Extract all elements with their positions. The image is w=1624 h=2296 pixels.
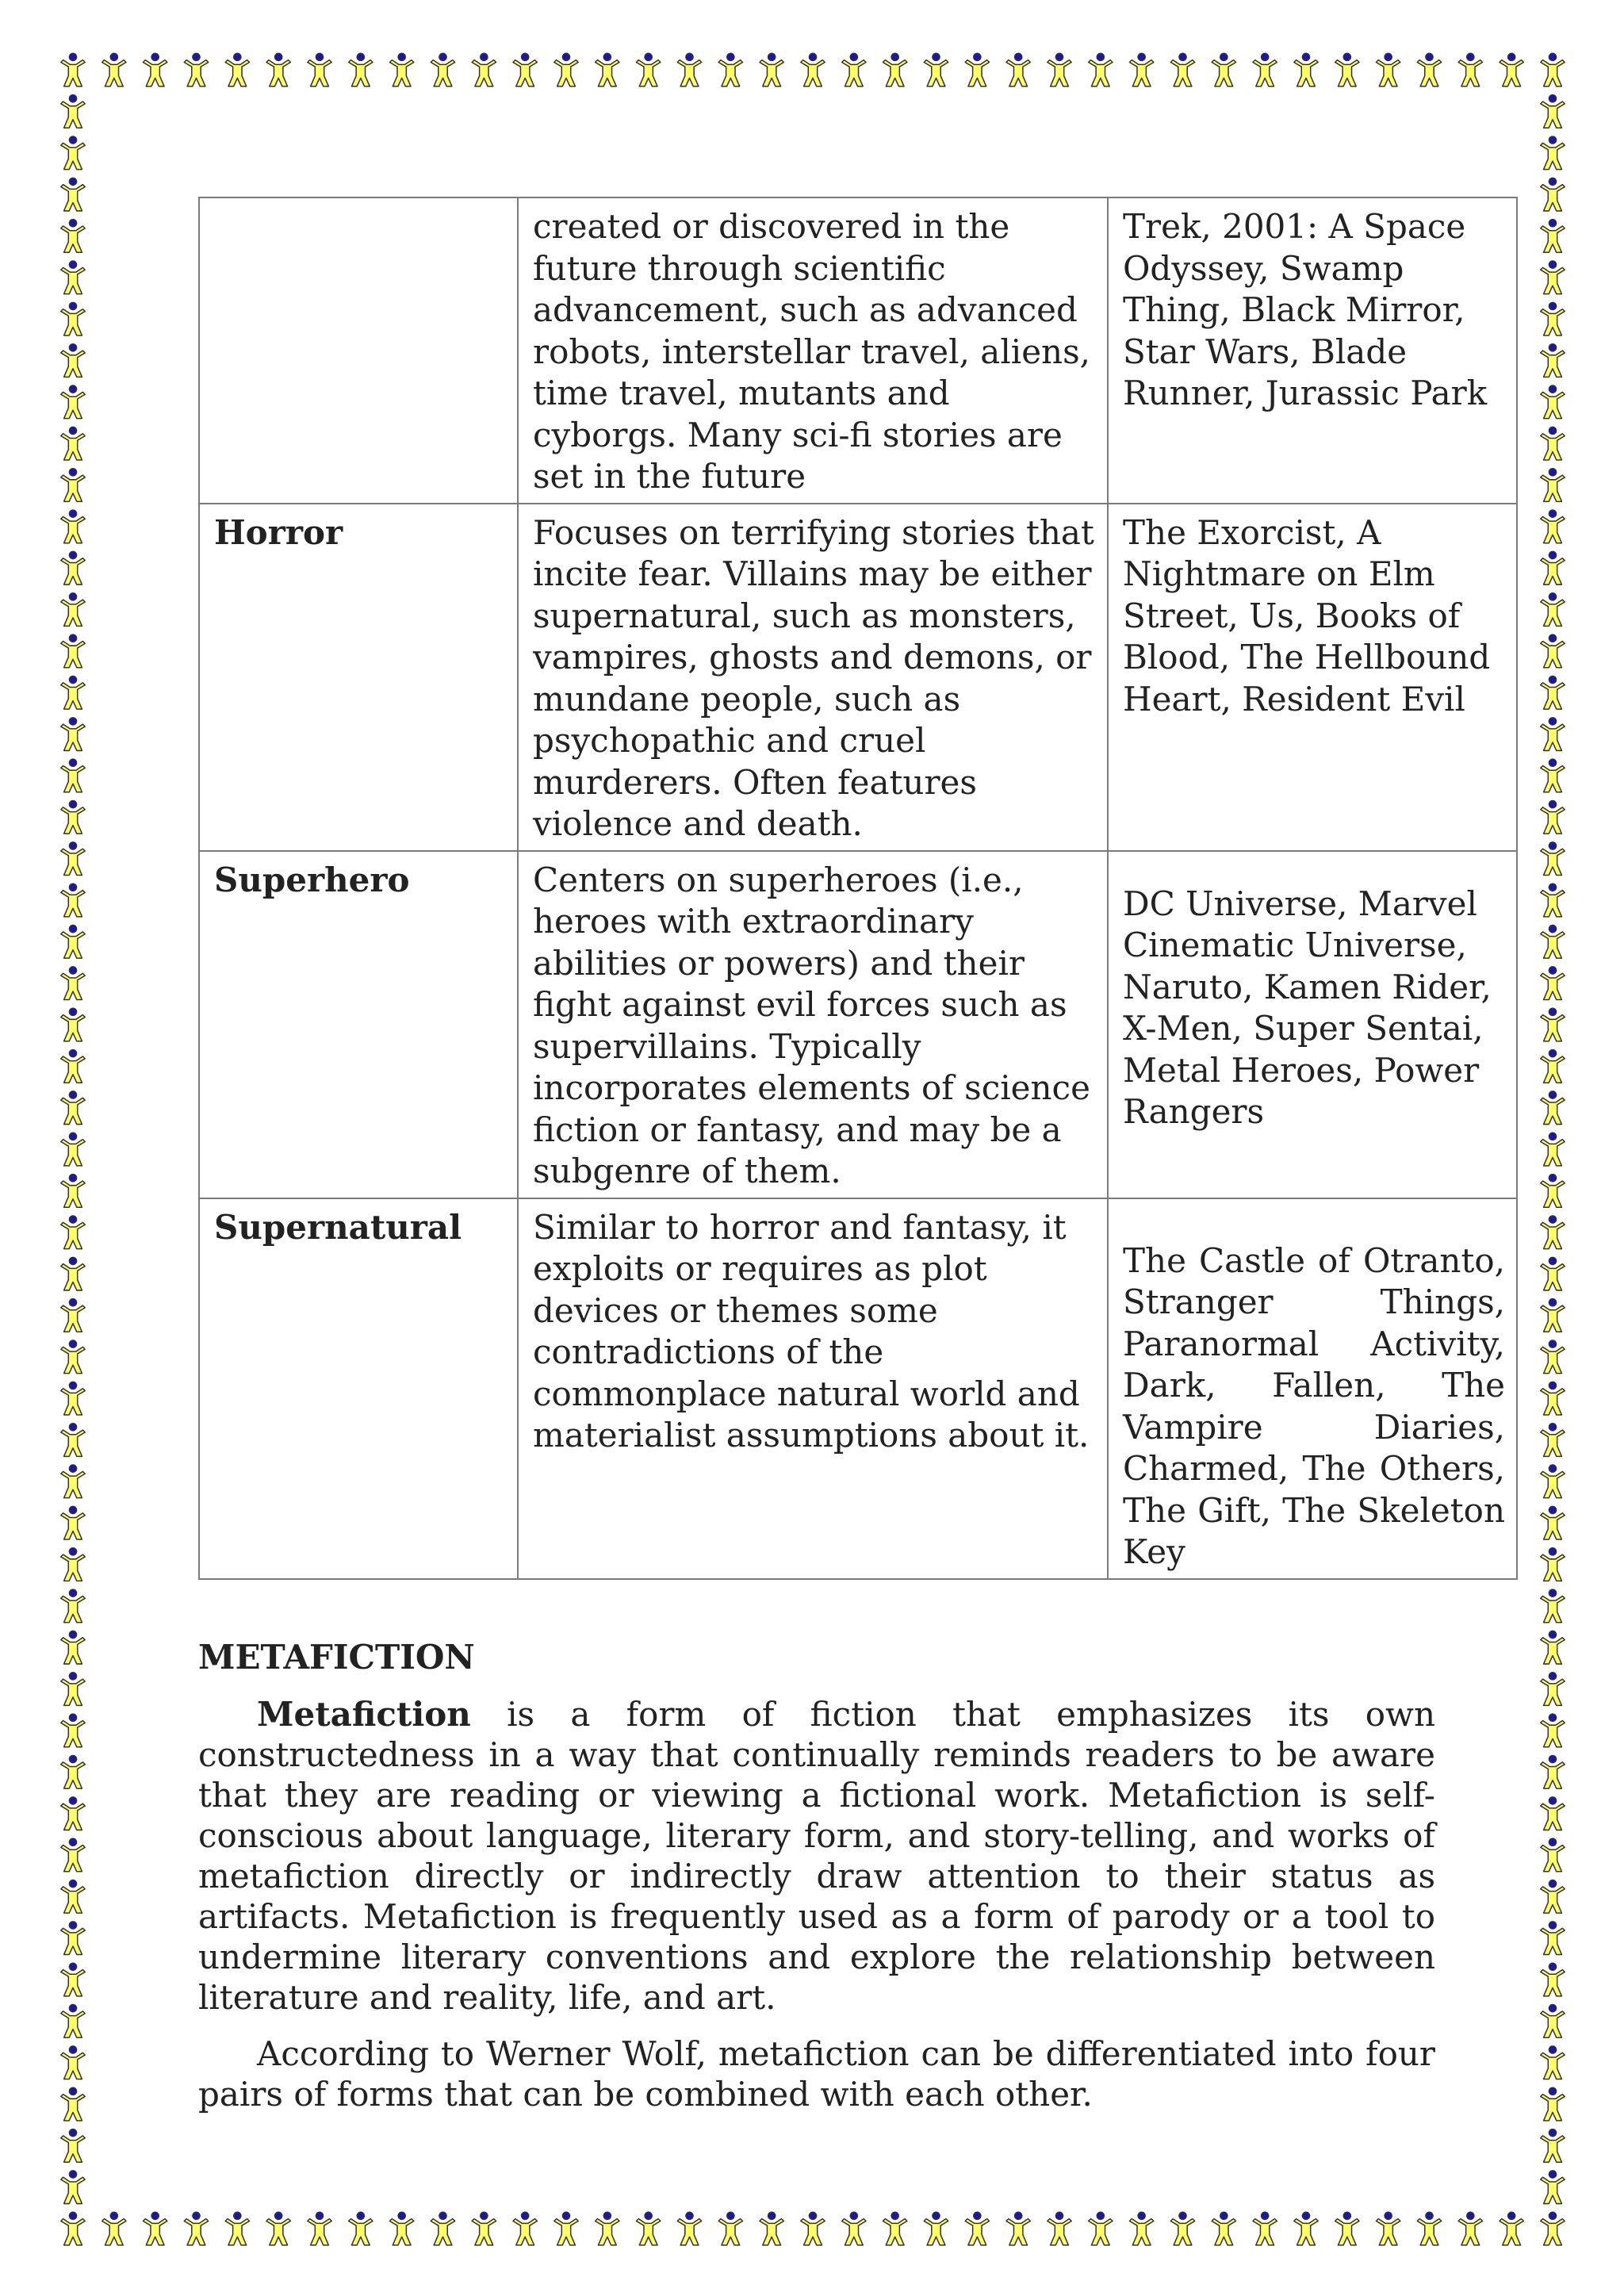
person-figure-icon (1541, 1049, 1565, 1083)
person-figure-icon (143, 53, 167, 86)
person-figure-icon (61, 884, 85, 917)
description-cell: Focuses on terrifying stories that incite fear. Villains may be either supernatural, such as monsters, vampires, ghosts and demons, or mundane people, such as psychopathic and cruel murderers. Often features violence and death. (518, 504, 1108, 851)
person-figure-icon (1541, 634, 1565, 668)
person-figure-icon (596, 2212, 619, 2245)
person-figure-icon (225, 53, 249, 86)
person-figure-icon (225, 2212, 249, 2245)
person-figure-icon (513, 53, 537, 86)
person-figure-icon (1541, 1548, 1565, 1581)
genre-cell (199, 197, 518, 504)
person-figure-icon (102, 2212, 126, 2245)
person-figure-icon (842, 53, 866, 86)
person-figure-icon (1541, 1174, 1565, 1207)
person-figure-icon (1541, 2129, 1565, 2162)
person-figure-icon (61, 1963, 85, 1996)
person-figure-icon (61, 302, 85, 335)
person-figure-icon (61, 2171, 85, 2204)
person-figure-icon (1541, 1631, 1565, 1664)
person-figure-icon (61, 385, 85, 419)
person-figure-icon (1541, 676, 1565, 709)
person-figure-icon (554, 2212, 578, 2245)
person-figure-icon (61, 967, 85, 1000)
person-figure-icon (1129, 2212, 1153, 2245)
person-figure-icon (308, 53, 331, 86)
person-figure-icon (61, 676, 85, 709)
person-figure-icon (677, 53, 701, 86)
person-figure-icon (1541, 593, 1565, 627)
person-figure-icon (61, 178, 85, 211)
genre-cell: Superhero (199, 851, 518, 1198)
person-figure-icon (61, 1008, 85, 1041)
person-figure-icon (1541, 178, 1565, 211)
person-figure-icon (924, 2212, 948, 2245)
person-figure-icon (61, 1257, 85, 1290)
person-figure-icon (1048, 53, 1071, 86)
person-figure-icon (61, 593, 85, 627)
genre-table (198, 197, 1518, 1580)
person-figure-icon (61, 800, 85, 834)
person-figure-icon (718, 2212, 742, 2245)
person-figure-icon (1417, 53, 1441, 86)
person-figure-icon (61, 1424, 85, 1457)
person-figure-icon (1541, 1963, 1565, 1996)
person-figure-icon (1006, 2212, 1030, 2245)
person-figure-icon (61, 1631, 85, 1664)
person-figure-icon (61, 469, 85, 502)
person-figure-icon (1541, 219, 1565, 252)
person-figure-icon (1541, 1298, 1565, 1332)
person-figure-icon (61, 1465, 85, 1498)
description-cell: Similar to horror and fantasy, it exploits or requires as plot devices or themes some contradictions of the commonplace natural world and materialist assumptions about it. (518, 1198, 1108, 1579)
person-figure-icon (554, 53, 578, 86)
person-figure-icon (1541, 136, 1565, 170)
person-figure-icon (61, 219, 85, 252)
person-figure-icon (1541, 1382, 1565, 1415)
person-figure-icon (61, 510, 85, 543)
person-figure-icon (431, 53, 454, 86)
person-figure-icon (513, 2212, 537, 2245)
paragraph: According to Werner Wolf, metafiction can be differentiated into four pairs of forms that can be combined with each other. (198, 2033, 1435, 2114)
person-figure-icon (61, 718, 85, 751)
person-figure-icon (61, 1755, 85, 1788)
person-figure-icon (266, 53, 290, 86)
person-figure-icon (389, 53, 413, 86)
person-figure-icon (61, 759, 85, 792)
person-figure-icon (718, 53, 742, 86)
person-figure-icon (61, 1838, 85, 1872)
person-figure-icon (61, 1382, 85, 1415)
person-figure-icon (61, 1673, 85, 1706)
person-figure-icon (472, 2212, 496, 2245)
person-figure-icon (1541, 53, 1565, 86)
person-figure-icon (883, 53, 906, 86)
person-figure-icon (1417, 2212, 1441, 2245)
person-figure-icon (1541, 1838, 1565, 1872)
person-figure-icon (389, 2212, 413, 2245)
term-bold: Metafiction (257, 1694, 471, 1734)
person-figure-icon (1541, 800, 1565, 834)
person-figure-icon (1253, 2212, 1277, 2245)
person-figure-icon (61, 842, 85, 876)
person-figure-icon (1541, 967, 1565, 1000)
examples-cell: DC Universe, Marvel Cinematic Universe, Naruto, Kamen Rider, X-Men, Super Sentai, Metal Heroes, Power Rangers (1108, 851, 1517, 1198)
person-figure-icon (636, 53, 660, 86)
person-figure-icon (308, 2212, 331, 2245)
table-row (199, 504, 1517, 851)
person-figure-icon (61, 2004, 85, 2037)
person-figure-icon (61, 1298, 85, 1332)
person-figure-icon (143, 2212, 167, 2245)
person-figure-icon (61, 344, 85, 378)
person-figure-icon (1541, 1880, 1565, 1913)
paragraph-text: is a form of fiction that emphasizes its own constructedness in a way that continually reminds readers to be aware that they are reading or viewing a fictional work. Metafiction is self-conscious about language, literary form, and story-telling, and works of metafiction directly or indirectly draw attention to their status as artifacts. Metafiction is frequently used as a form of parody or a tool to undermine literary conventions and explore the relationship between literature and reality, life, and art. (198, 1694, 1435, 2017)
person-figure-icon (1541, 551, 1565, 585)
person-figure-icon (61, 427, 85, 460)
person-figure-icon (1335, 2212, 1359, 2245)
person-figure-icon (61, 1216, 85, 1249)
person-figure-icon (1541, 718, 1565, 751)
person-figure-icon (760, 2212, 783, 2245)
person-figure-icon (1500, 53, 1523, 86)
person-figure-icon (61, 1506, 85, 1539)
person-figure-icon (1541, 344, 1565, 378)
person-figure-icon (1541, 925, 1565, 958)
section-heading: METAFICTION (198, 1637, 475, 1677)
table-row (199, 197, 1517, 504)
person-figure-icon (1541, 1133, 1565, 1166)
person-figure-icon (472, 53, 496, 86)
person-figure-icon (1500, 2212, 1523, 2245)
person-figure-icon (1212, 2212, 1235, 2245)
person-figure-icon (61, 1714, 85, 1747)
person-figure-icon (596, 53, 619, 86)
person-figure-icon (61, 53, 85, 86)
person-figure-icon (842, 2212, 866, 2245)
person-figure-icon (1294, 2212, 1318, 2245)
person-figure-icon (965, 2212, 989, 2245)
genre-cell: Horror (199, 504, 518, 851)
person-figure-icon (1541, 1797, 1565, 1830)
person-figure-icon (1541, 2087, 1565, 2121)
person-figure-icon (1541, 1257, 1565, 1290)
person-figure-icon (61, 2087, 85, 2121)
person-figure-icon (61, 1133, 85, 1166)
person-figure-icon (1541, 1091, 1565, 1125)
person-figure-icon (1294, 53, 1318, 86)
person-figure-icon (61, 1880, 85, 1913)
person-figure-icon (61, 1548, 85, 1581)
person-figure-icon (1541, 510, 1565, 543)
person-figure-icon (184, 53, 208, 86)
description-cell: created or discovered in the future through scientific advancement, such as advanced robots, interstellar travel, aliens, time travel, mutants and cyborgs. Many sci-fi stories are set in the future (518, 197, 1108, 504)
person-figure-icon (1541, 1714, 1565, 1747)
person-figure-icon (431, 2212, 454, 2245)
person-figure-icon (1089, 2212, 1113, 2245)
person-figure-icon (1541, 2171, 1565, 2204)
person-figure-icon (1376, 53, 1400, 86)
person-figure-icon (61, 1091, 85, 1125)
person-figure-icon (1335, 53, 1359, 86)
person-figure-icon (61, 1340, 85, 1374)
examples-cell: The Exorcist, A Nightmare on Elm Street, Us, Books of Blood, The Hellbound Heart, Resident Evil (1108, 504, 1517, 851)
page-content (198, 197, 1505, 2130)
person-figure-icon (61, 261, 85, 294)
person-figure-icon (760, 53, 783, 86)
person-figure-icon (1006, 53, 1030, 86)
person-figure-icon (636, 2212, 660, 2245)
person-figure-icon (61, 925, 85, 958)
examples-cell: Trek, 2001: A Space Odyssey, Swamp Thing, Black Mirror, Star Wars, Blade Runner, Jurassic Park (1108, 197, 1517, 504)
person-figure-icon (61, 1922, 85, 1955)
person-figure-icon (61, 1049, 85, 1083)
person-figure-icon (1541, 842, 1565, 876)
person-figure-icon (1541, 759, 1565, 792)
person-figure-icon (1541, 884, 1565, 917)
person-figure-icon (965, 53, 989, 86)
person-figure-icon (1541, 427, 1565, 460)
person-figure-icon (349, 2212, 373, 2245)
person-figure-icon (1541, 1506, 1565, 1539)
person-figure-icon (883, 2212, 906, 2245)
person-figure-icon (1541, 1465, 1565, 1498)
person-figure-icon (1129, 53, 1153, 86)
person-figure-icon (1541, 2046, 1565, 2079)
person-figure-icon (61, 2046, 85, 2079)
table-row (199, 1198, 1517, 1579)
person-figure-icon (801, 2212, 825, 2245)
person-figure-icon (1458, 53, 1482, 86)
examples-cell: The Castle of Otranto, Stranger Things, Paranormal Activity, Dark, Fallen, The Vampire Diaries, Charmed, The Others, The Gift, The Skeleton Key (1108, 1198, 1517, 1579)
person-figure-icon (1089, 53, 1113, 86)
person-figure-icon (61, 2212, 85, 2245)
person-figure-icon (102, 53, 126, 86)
person-figure-icon (1541, 1755, 1565, 1788)
person-figure-icon (266, 2212, 290, 2245)
person-figure-icon (1170, 2212, 1194, 2245)
person-figure-icon (1541, 1216, 1565, 1249)
person-figure-icon (1541, 302, 1565, 335)
description-cell: Centers on superheroes (i.e., heroes with extraordinary abilities or powers) and their fight against evil forces such as supervillains. Typically incorporates elements of science fiction or fantasy, and may be a subgenre of them. (518, 851, 1108, 1198)
person-figure-icon (1253, 53, 1277, 86)
person-figure-icon (61, 1797, 85, 1830)
person-figure-icon (1376, 2212, 1400, 2245)
person-figure-icon (61, 551, 85, 585)
genre-cell: Supernatural (199, 1198, 518, 1579)
person-figure-icon (61, 2129, 85, 2162)
person-figure-icon (1541, 469, 1565, 502)
person-figure-icon (1541, 1589, 1565, 1623)
person-figure-icon (1458, 2212, 1482, 2245)
person-figure-icon (1541, 2004, 1565, 2037)
person-figure-icon (1541, 1424, 1565, 1457)
person-figure-icon (61, 136, 85, 170)
person-figure-icon (677, 2212, 701, 2245)
person-figure-icon (184, 2212, 208, 2245)
person-figure-icon (61, 94, 85, 128)
paragraph (198, 1694, 1435, 2018)
person-figure-icon (61, 1174, 85, 1207)
person-figure-icon (1541, 1673, 1565, 1706)
person-figure-icon (1541, 2212, 1565, 2245)
person-figure-icon (1541, 1340, 1565, 1374)
person-figure-icon (801, 53, 825, 86)
person-figure-icon (1212, 53, 1235, 86)
person-figure-icon (61, 634, 85, 668)
person-figure-icon (349, 53, 373, 86)
person-figure-icon (1541, 385, 1565, 419)
person-figure-icon (1541, 261, 1565, 294)
person-figure-icon (1170, 53, 1194, 86)
person-figure-icon (61, 1589, 85, 1623)
person-figure-icon (1541, 1008, 1565, 1041)
person-figure-icon (1048, 2212, 1071, 2245)
person-figure-icon (1541, 94, 1565, 128)
person-figure-icon (1541, 1922, 1565, 1955)
table-row (199, 851, 1517, 1198)
person-figure-icon (924, 53, 948, 86)
